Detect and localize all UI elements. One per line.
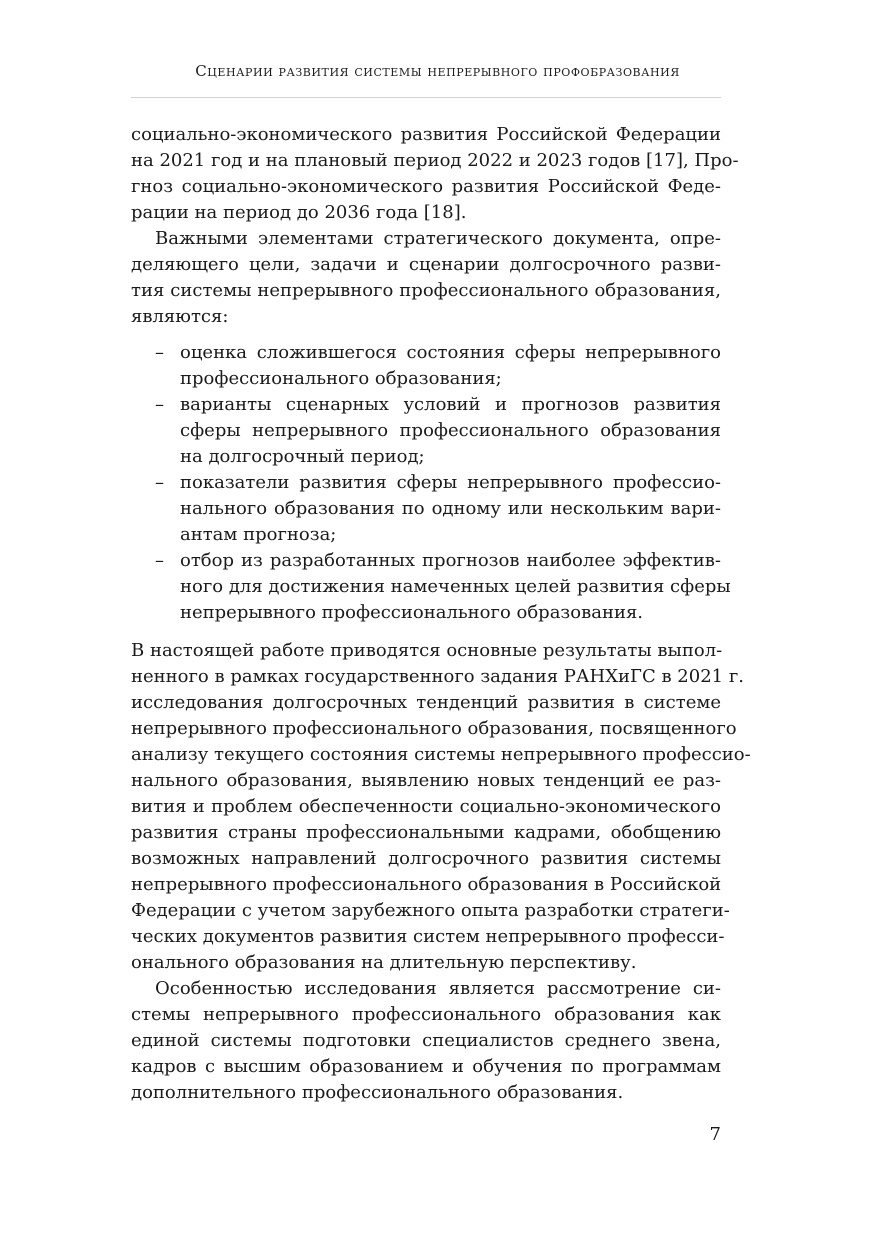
text-line: кадров с высшим образованием и обучения по программам bbox=[131, 1056, 721, 1077]
text-line: гноз социально-экономического развития Российской Феде- bbox=[131, 176, 721, 197]
page-number: 7 bbox=[709, 1124, 721, 1145]
text-line: В настоящей работе приводятся основные результаты выпол- bbox=[131, 640, 723, 661]
dash-bullet: – bbox=[155, 550, 164, 571]
paragraph-elements-intro bbox=[131, 226, 721, 330]
text-line: вития и проблем обеспеченности социально-экономического bbox=[131, 796, 721, 817]
text-line: ного для достижения намеченных целей развития сферы bbox=[180, 576, 731, 597]
text-line: непрерывного профессионального образования в Российской bbox=[131, 874, 722, 895]
text-line: ческих документов развития систем непрерывного професси- bbox=[131, 926, 725, 947]
text-line: являются: bbox=[131, 306, 229, 327]
text-line: на долгосрочный период; bbox=[180, 446, 425, 467]
text-line: непрерывного профессионального образования. bbox=[180, 602, 644, 623]
text-line: Важными элементами стратегического документа, опре- bbox=[155, 228, 721, 249]
text-line: тия системы непрерывного профессионального образования, bbox=[131, 280, 721, 301]
text-line: деляющего цели, задачи и сценарии долгосрочного разви- bbox=[131, 254, 721, 275]
dash-bullet: – bbox=[155, 394, 164, 415]
text-line: профессионального образования; bbox=[180, 368, 502, 389]
running-header: Сценарии развития системы непрерывного профобразования bbox=[195, 62, 680, 80]
text-line: сферы непрерывного профессионального образования bbox=[180, 420, 721, 441]
paragraph-research-summary bbox=[131, 638, 751, 976]
text-line: исследования долгосрочных тенденций развития в системе bbox=[131, 692, 721, 713]
text-line: дополнительного профессионального образования. bbox=[131, 1082, 624, 1103]
list-item bbox=[131, 340, 721, 392]
list-item bbox=[131, 548, 731, 626]
text-line: на 2021 год и на плановый период 2022 и 2023 годов [17], Про- bbox=[131, 150, 739, 171]
text-line: Особенностью исследования является рассмотрение си- bbox=[155, 978, 721, 999]
text-line: варианты сценарных условий и прогнозов развития bbox=[180, 394, 721, 415]
dash-bullet: – bbox=[155, 472, 164, 493]
text-line: единой системы подготовки специалистов среднего звена, bbox=[131, 1030, 721, 1051]
text-line: рации на период до 2036 года [18]. bbox=[131, 202, 467, 223]
text-line: Федерации с учетом зарубежного опыта разработки стратеги- bbox=[131, 900, 730, 921]
text-line: стемы непрерывного профессионального образования как bbox=[131, 1004, 721, 1025]
dash-bullet: – bbox=[155, 342, 164, 363]
list-item bbox=[131, 470, 721, 548]
text-line: антам прогноза; bbox=[180, 524, 337, 545]
paragraph-research-feature bbox=[131, 976, 721, 1106]
text-line: нального образования по одному или нескольким вари- bbox=[180, 498, 721, 519]
text-line: оценка сложившегося состояния сферы непрерывного bbox=[180, 342, 721, 363]
text-line: отбор из разработанных прогнозов наиболее эффектив- bbox=[180, 550, 721, 571]
text-line: показатели развития сферы непрерывного профессио- bbox=[180, 472, 721, 493]
paragraph-continuation bbox=[131, 122, 739, 226]
page-body bbox=[131, 122, 751, 1106]
list-item bbox=[131, 392, 721, 470]
strategic-elements-list bbox=[131, 340, 731, 626]
text-line: анализу текущего состояния системы непрерывного профессио- bbox=[131, 744, 751, 765]
text-line: ненного в рамках государственного задания РАНХиГС в 2021 г. bbox=[131, 666, 744, 687]
text-line: нального образования, выявлению новых тенденций ее раз- bbox=[131, 770, 721, 791]
text-line: возможных направлений долгосрочного развития системы bbox=[131, 848, 721, 869]
text-line: онального образования на длительную перспективу. bbox=[131, 952, 637, 973]
text-line: непрерывного профессионального образования, посвященного bbox=[131, 718, 737, 739]
text-line: развития страны профессиональными кадрами, обобщению bbox=[131, 822, 721, 843]
text-line: социально-экономического развития Российской Федерации bbox=[131, 124, 721, 145]
header-rule bbox=[131, 97, 721, 98]
